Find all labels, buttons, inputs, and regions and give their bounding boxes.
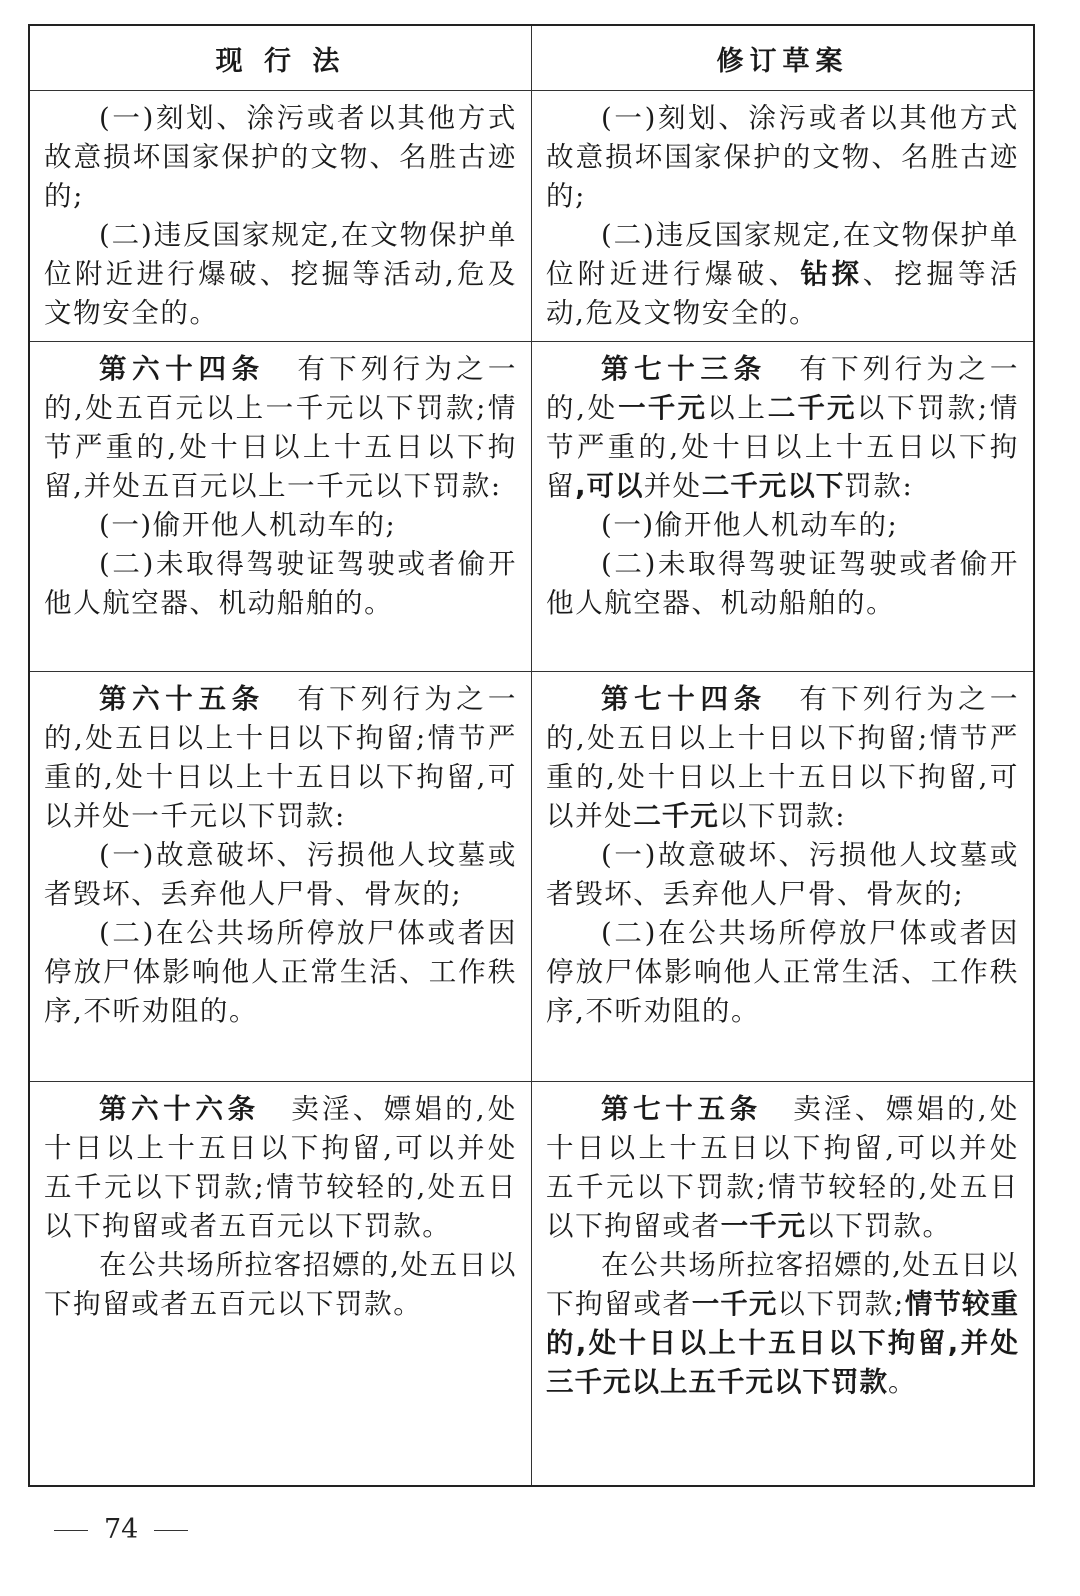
text-span: 以下罚款;: [777, 1288, 905, 1320]
clause-text: [546, 680, 1019, 836]
clause-text: (一)刻划、涂污或者以其他方式故意损坏国家保护的文物、名胜古迹的;: [546, 102, 1019, 212]
table-row: [29, 342, 1034, 672]
clause-text: (一)偷开他人机动车的;: [99, 509, 397, 541]
page-number: [38, 1514, 204, 1545]
text-span: 卖淫、嫖娼的,处十日以上十五日以下拘留,可以并处五千元以下罚款;情节较轻的,处五日以下拘留或者五百元以下罚款。: [44, 1093, 518, 1242]
clause-text: [546, 1246, 1019, 1402]
clause-text: [546, 216, 1019, 333]
amended-text: 钻探: [800, 258, 863, 290]
text-span: 有下列行为之一的,处五百元以上一千元以下罚款;情节严重的,处十日以上十五日以下拘留,并处五百元以上一千元以下罚款:: [44, 353, 517, 502]
text-span: 以下罚款;情节严重的,处十日以上十五日以下拘留: [546, 392, 1020, 502]
article-number: 第六十五条: [99, 683, 265, 715]
table-row: [29, 672, 1034, 1082]
text-span: 以下罚款。: [806, 1210, 952, 1242]
text-span: 。: [888, 1366, 918, 1398]
amended-text: 二千元: [767, 392, 857, 424]
clause-text: [44, 350, 517, 506]
text-span: 以上: [707, 392, 768, 424]
amended-text: 一千元: [618, 392, 708, 424]
header-current-law: 现 行 法: [29, 25, 532, 91]
revised-draft-cell: [532, 342, 1035, 672]
amended-text: ,可以: [575, 470, 644, 502]
amended-text: 一千元: [691, 1288, 778, 1320]
text-span: 有下列行为之一的,处五日以上十日以下拘留;情节严重的,处十日以上十五日以下拘留,可以并处一千元以下罚款:: [44, 683, 517, 832]
amended-text: 情节较重的,处十日以上十五日以下拘留,并处三千元以上五千元以下罚款: [546, 1288, 1020, 1398]
current-law-cell: [29, 91, 532, 342]
current-law-cell: [29, 342, 532, 672]
clause-text: [44, 1090, 517, 1246]
clause-text: [546, 1090, 1019, 1246]
table-row: [29, 91, 1034, 342]
article-number: 第六十六条: [99, 1093, 260, 1125]
page-number-dash: [54, 1530, 88, 1531]
page-number-value: 74: [104, 1514, 139, 1545]
clause-text: (二)未取得驾驶证驾驶或者偷开他人航空器、机动船舶的。: [44, 548, 517, 619]
clause-text: (一)故意破坏、污损他人坟墓或者毁坏、丢弃他人尸骨、骨灰的;: [44, 839, 517, 910]
text-span: 以下罚款:: [718, 800, 847, 832]
header-revised-draft: 修订草案: [532, 25, 1035, 91]
article-number: 第七十四条: [601, 683, 767, 715]
article-number: 第七十五条: [601, 1093, 762, 1125]
text-span: 罚款:: [844, 470, 914, 502]
clause-text: (二)违反国家规定,在文物保护单位附近进行爆破、挖掘等活动,危及文物安全的。: [44, 219, 517, 329]
clause-text: 在公共场所拉客招嫖的,处五日以下拘留或者五百元以下罚款。: [44, 1249, 517, 1320]
current-law-cell: [29, 1082, 532, 1486]
text-span: 有下列行为之一的,处: [546, 353, 1019, 424]
text-span: 卖淫、嫖娼的,处十日以上十五日以下拘留,可以并处五千元以下罚款;情节较轻的,处五日以下拘留或者: [546, 1093, 1020, 1242]
text-span: 在公共场所拉客招嫖的,处五日以下拘留或者: [546, 1249, 1019, 1320]
clause-text: (一)刻划、涂污或者以其他方式故意损坏国家保护的文物、名胜古迹的;: [44, 102, 517, 212]
text-span: 有下列行为之一的,处五日以上十日以下拘留;情节严重的,处十日以上十五日以下拘留,可以并处: [546, 683, 1019, 832]
text-span: 、挖掘等活动,危及文物安全的。: [546, 258, 1020, 329]
table-row: [29, 1082, 1034, 1486]
clause-text: [44, 680, 517, 836]
revised-draft-cell: [532, 1082, 1035, 1486]
revised-draft-cell: [532, 91, 1035, 342]
clause-text: (二)在公共场所停放尸体或者因停放尸体影响他人正常生活、工作秩序,不听劝阻的。: [546, 917, 1019, 1027]
amended-text: 二千元: [633, 800, 719, 832]
amended-text: 二千元以下: [701, 470, 845, 502]
clause-text: (一)偷开他人机动车的;: [601, 509, 899, 541]
article-number: 第七十三条: [601, 353, 767, 385]
clause-text: (一)故意破坏、污损他人坟墓或者毁坏、丢弃他人尸骨、骨灰的;: [546, 839, 1019, 910]
text-span: 并处: [643, 470, 702, 502]
clause-text: [546, 350, 1019, 506]
article-number: 第六十四条: [99, 353, 265, 385]
text-span: (二)违反国家规定,在文物保护单位附近进行爆破、: [546, 219, 1019, 290]
comparison-table: [28, 24, 1035, 1487]
clause-text: (二)在公共场所停放尸体或者因停放尸体影响他人正常生活、工作秩序,不听劝阻的。: [44, 917, 517, 1027]
amended-text: 一千元: [720, 1210, 807, 1242]
page-number-dash: [154, 1530, 188, 1531]
table-header-row: [29, 25, 1034, 91]
clause-text: (二)未取得驾驶证驾驶或者偷开他人航空器、机动船舶的。: [546, 548, 1019, 619]
revised-draft-cell: [532, 672, 1035, 1082]
current-law-cell: [29, 672, 532, 1082]
